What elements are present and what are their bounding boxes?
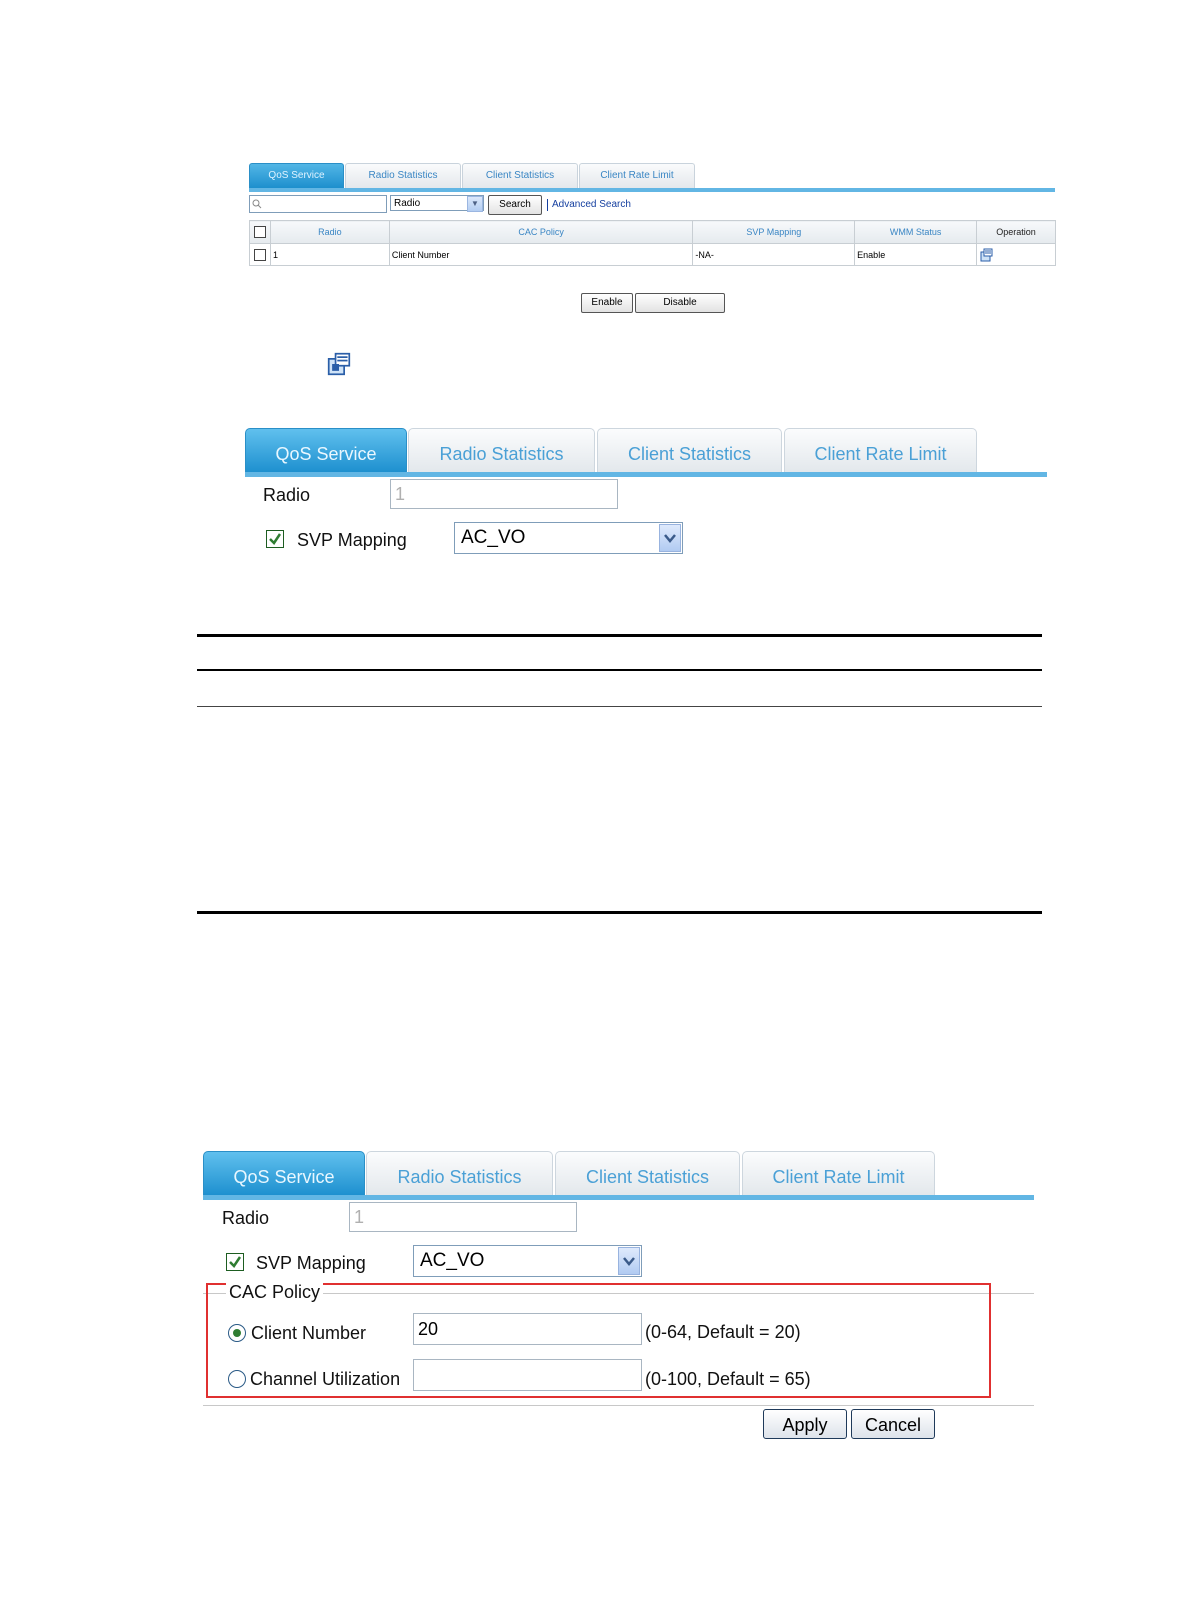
tab-underline (249, 188, 1055, 192)
client-number-label: Client Number (251, 1323, 367, 1343)
cac-policy-legend: CAC Policy (226, 1282, 323, 1303)
row-checkbox[interactable] (254, 249, 266, 261)
row-select-cell (250, 244, 271, 266)
tab-radio-statistics[interactable]: Radio Statistics (366, 1151, 553, 1195)
svp-mapping-checkbox[interactable] (226, 1253, 244, 1271)
cancel-button[interactable]: Cancel (851, 1409, 935, 1439)
disable-button[interactable]: Disable (635, 293, 725, 313)
apply-button[interactable]: Apply (763, 1409, 847, 1439)
col-wmm-status[interactable]: WMM Status (855, 221, 977, 244)
channel-utilization-input[interactable] (413, 1359, 642, 1391)
svp-mapping-select[interactable]: AC_VO (413, 1245, 642, 1277)
tab-client-rate-limit[interactable]: Client Rate Limit (579, 163, 695, 188)
chevron-down-icon (618, 1247, 640, 1275)
select-all-cell (250, 221, 271, 244)
tab-client-statistics[interactable]: Client Statistics (597, 428, 782, 472)
cell-cac-policy: Client Number (389, 244, 693, 266)
client-number-range: (0-64, Default = 20) (645, 1322, 801, 1342)
radio-input[interactable]: 1 (390, 479, 618, 509)
svp-mapping-label: SVP Mapping (256, 1253, 366, 1273)
radio-label: Radio (263, 485, 311, 505)
table-header-row (250, 221, 1056, 244)
tab-client-statistics[interactable]: Client Statistics (555, 1151, 740, 1195)
col-operation: Operation (977, 221, 1056, 244)
tab-client-rate-limit[interactable]: Client Rate Limit (742, 1151, 935, 1195)
channel-utilization-radio[interactable] (228, 1370, 246, 1388)
svp-mapping-select[interactable]: AC_VO (454, 522, 683, 554)
cac-tab-bar (203, 1151, 1034, 1199)
tab-qos-service[interactable]: QoS Service (245, 428, 407, 472)
fieldset-bottom-line (203, 1405, 1034, 1406)
svp-mapping-checkbox[interactable] (266, 530, 284, 548)
search-field-select[interactable]: Radio ▼ (390, 195, 484, 211)
table-rule-header (197, 669, 1042, 671)
svp-mapping-label: SVP Mapping (297, 530, 407, 550)
tab-radio-statistics[interactable]: Radio Statistics (408, 428, 595, 472)
tab-underline (245, 472, 1047, 477)
qos-table (249, 220, 1056, 266)
search-input[interactable] (249, 195, 387, 213)
client-number-radio[interactable] (228, 1324, 246, 1342)
col-radio[interactable]: Radio (270, 221, 389, 244)
advanced-search-link[interactable]: Advanced Search (547, 199, 631, 211)
list-tab-bar (249, 163, 1055, 191)
col-svp-mapping[interactable]: SVP Mapping (693, 221, 855, 244)
search-icon (252, 199, 262, 209)
cell-wmm-status: Enable (855, 244, 977, 266)
enable-button[interactable]: Enable (581, 293, 633, 313)
edit-icon (327, 352, 351, 376)
table-rule-bottom (197, 911, 1042, 914)
radio-label: Radio (222, 1208, 270, 1228)
checkmark-icon (267, 531, 283, 547)
select-all-checkbox[interactable] (254, 226, 266, 238)
cell-radio: 1 (270, 244, 389, 266)
chevron-down-icon: ▼ (467, 196, 483, 212)
tab-client-rate-limit[interactable]: Client Rate Limit (784, 428, 977, 472)
tab-qos-service[interactable]: QoS Service (249, 163, 344, 188)
radio-input[interactable]: 1 (349, 1202, 577, 1232)
tab-radio-statistics[interactable]: Radio Statistics (345, 163, 461, 188)
chevron-down-icon (659, 524, 681, 552)
client-number-input[interactable]: 20 (413, 1313, 642, 1345)
search-button[interactable]: Search (488, 195, 542, 215)
setup-tab-bar (245, 428, 1047, 476)
channel-utilization-label: Channel Utilization (250, 1369, 401, 1389)
edit-icon[interactable] (979, 248, 993, 262)
tab-qos-service[interactable]: QoS Service (203, 1151, 365, 1195)
table-rule-row (197, 706, 1042, 707)
channel-utilization-range: (0-100, Default = 65) (645, 1369, 811, 1389)
table-row (250, 244, 1056, 266)
cell-operation (977, 244, 1056, 266)
radio-selected-dot (233, 1329, 241, 1337)
checkmark-icon (227, 1254, 243, 1270)
table-rule-top (197, 634, 1042, 637)
cell-svp-mapping: -NA- (693, 244, 855, 266)
tab-underline (203, 1195, 1034, 1200)
col-cac-policy[interactable]: CAC Policy (389, 221, 693, 244)
tab-client-statistics[interactable]: Client Statistics (462, 163, 578, 188)
